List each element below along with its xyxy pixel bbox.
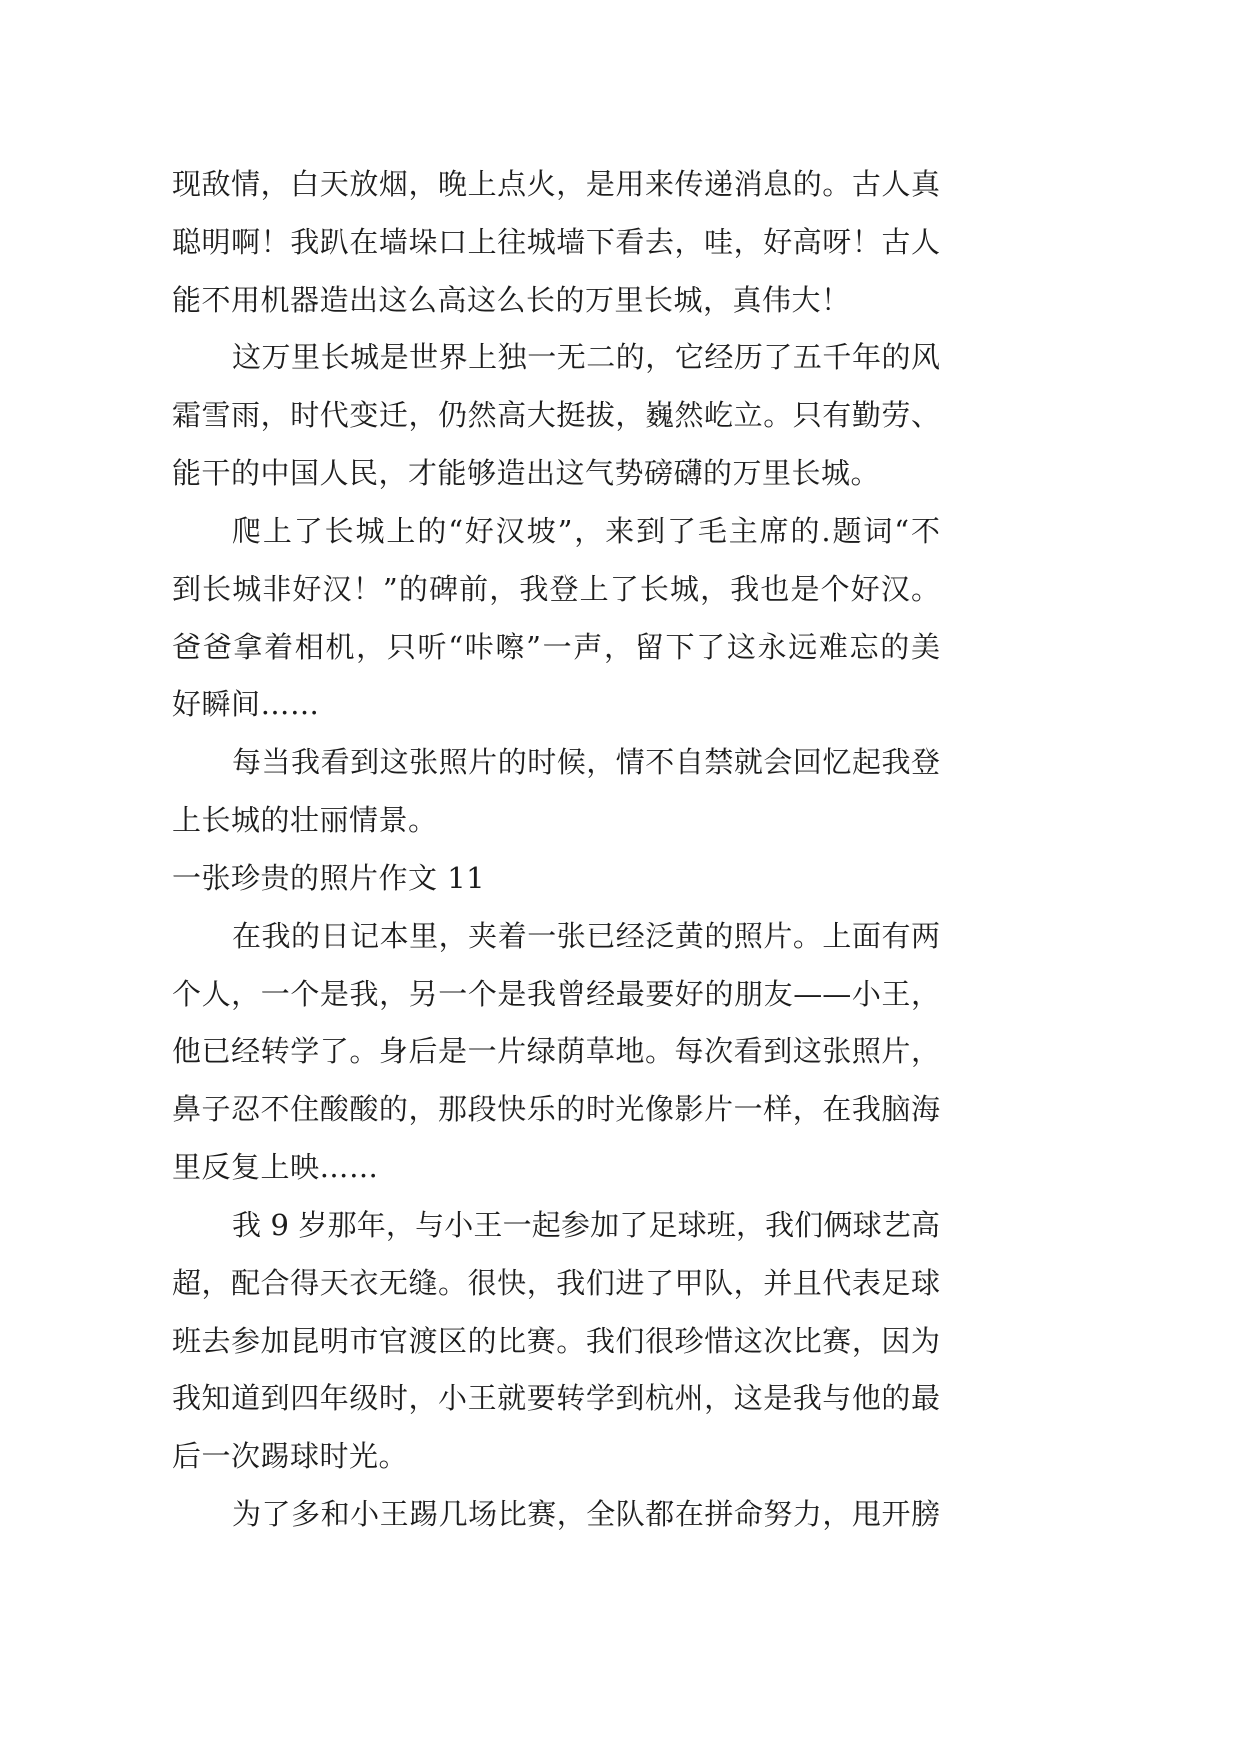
text-line: 班去参加昆明市官渡区的比赛。我们很珍惜这次比赛，因为 xyxy=(172,1323,940,1358)
paragraph xyxy=(172,1197,940,1486)
text-line: 现敌情，白天放烟，晚上点火，是用来传递消息的。古人真 xyxy=(172,167,940,201)
text-line: 每当我看到这张照片的时候，情不自禁就会回忆起我登 xyxy=(232,745,940,780)
text-line: 好瞬间…… xyxy=(172,687,320,722)
text-line: 在我的日记本里，夹着一张已经泛黄的照片。上面有两 xyxy=(232,918,940,953)
text-line: 这万里长城是世界上独一无二的，它经历了五千年的风 xyxy=(232,340,940,375)
text-line: 个人，一个是我，另一个是我曾经最要好的朋友——小王， xyxy=(172,976,940,1011)
paragraph xyxy=(172,503,940,734)
paragraph xyxy=(172,156,940,329)
text-line: 超，配合得天衣无缝。很快，我们进了甲队，并且代表足球 xyxy=(172,1265,940,1300)
text-line: 爸爸拿着相机，只听“咔嚓”一声，留下了这永远难忘的美 xyxy=(172,629,940,664)
text-line: 我 9 岁那年，与小王一起参加了足球班，我们俩球艺高 xyxy=(232,1207,940,1242)
text-line: 霜雪雨，时代变迁，仍然高大挺拔，巍然屹立。只有勤劳、 xyxy=(172,398,940,433)
text-line: 鼻子忍不住酸酸的，那段快乐的时光像影片一样，在我脑海 xyxy=(172,1092,940,1127)
text-line: 上长城的壮丽情景。 xyxy=(172,803,438,838)
document-body xyxy=(172,156,940,1544)
text-line: 为了多和小王踢几场比赛，全队都在拼命努力，甩开膀 xyxy=(232,1497,940,1532)
text-line: 能不用机器造出这么高这么长的万里长城，真伟大！ xyxy=(172,282,851,317)
paragraph xyxy=(172,734,940,850)
text-line: 能干的中国人民，才能够造出这气势磅礴的万里长城。 xyxy=(172,456,881,491)
text-line: 聪明啊！我趴在墙垛口上往城墙下看去，哇，好高呀！古人 xyxy=(172,224,940,259)
paragraph xyxy=(172,1486,940,1544)
paragraph xyxy=(172,329,940,502)
paragraph xyxy=(172,908,940,1197)
text-line: 我知道到四年级时，小王就要转学到杭州，这是我与他的最 xyxy=(172,1381,940,1416)
text-line: 他已经转学了。身后是一片绿荫草地。每次看到这张照片， xyxy=(172,1034,940,1069)
text-line: 到长城非好汉！”的碑前，我登上了长城，我也是个好汉。 xyxy=(172,571,940,606)
text-line: 后一次踢球时光。 xyxy=(172,1439,409,1474)
text-line: 爬上了长城上的“好汉坡”，来到了毛主席的.题词“不 xyxy=(232,513,940,548)
section-heading: 一张珍贵的照片作文 11 xyxy=(172,860,486,895)
text-line: 里反复上映…… xyxy=(172,1150,379,1185)
